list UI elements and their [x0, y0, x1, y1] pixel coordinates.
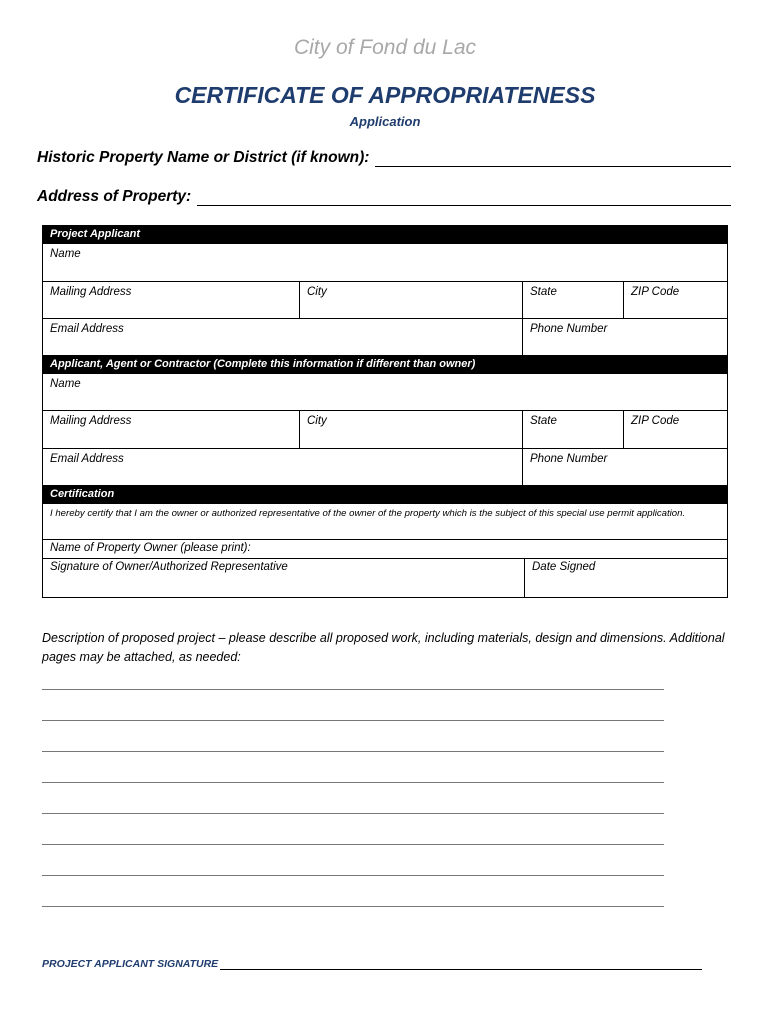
- agent-zip-field[interactable]: ZIP Code: [631, 415, 680, 427]
- agent-name-field[interactable]: Name: [50, 378, 81, 390]
- description-line-2[interactable]: [42, 720, 664, 721]
- description-line-5[interactable]: [42, 813, 664, 814]
- agent-email-field[interactable]: Email Address: [43, 449, 523, 485]
- certification-heading: Certification: [43, 486, 727, 504]
- certification-statement: I hereby certify that I am the owner or authorized representative of the owner of the property which is the subject of this special use permit application.: [43, 504, 727, 540]
- property-name-label: Historic Property Name or District (if known):: [37, 149, 370, 166]
- applicant-name-row: [43, 244, 727, 282]
- applicant-address-row: [43, 282, 727, 319]
- city-name: City of Fond du Lac: [293, 36, 477, 59]
- property-address-label: Address of Property:: [37, 188, 192, 205]
- date-signed-field[interactable]: Date Signed: [532, 561, 596, 573]
- owner-name-row: [43, 540, 727, 559]
- signature-row: [43, 559, 727, 597]
- agent-phone-field[interactable]: Phone Number: [530, 453, 608, 465]
- agent-state-field[interactable]: State: [523, 411, 624, 448]
- page-subtitle: Application: [349, 114, 421, 129]
- applicant-mailing-address-field[interactable]: Mailing Address: [43, 282, 300, 318]
- applicant-email-field[interactable]: Email Address: [43, 319, 523, 355]
- agent-mailing-address-field[interactable]: Mailing Address: [43, 411, 300, 448]
- agent-address-row: [43, 411, 727, 449]
- property-name-field[interactable]: [37, 149, 731, 167]
- owner-signature-field[interactable]: Signature of Owner/Authorized Representative: [43, 559, 525, 597]
- agent-contact-row: [43, 449, 727, 486]
- agent-heading: Applicant, Agent or Contractor (Complete this information if different than owner): [43, 356, 727, 374]
- agent-city-field[interactable]: City: [300, 411, 523, 448]
- project-applicant-signature-field[interactable]: [42, 958, 702, 970]
- description-line-7[interactable]: [42, 875, 664, 876]
- page-title: CERTIFICATE OF APPROPRIATENESS: [174, 82, 596, 108]
- project-applicant-signature-line[interactable]: [220, 959, 702, 970]
- property-address-field[interactable]: [37, 188, 731, 206]
- property-name-input-line[interactable]: [375, 152, 731, 167]
- agent-name-row: [43, 374, 727, 411]
- applicant-name-field[interactable]: Name: [50, 248, 81, 260]
- applicant-phone-field[interactable]: Phone Number: [530, 323, 608, 335]
- description-line-6[interactable]: [42, 844, 664, 845]
- description-line-1[interactable]: [42, 689, 664, 690]
- description-line-4[interactable]: [42, 782, 664, 783]
- project-applicant-signature-label: PROJECT APPLICANT SIGNATURE: [42, 958, 219, 970]
- applicant-zip-field[interactable]: ZIP Code: [631, 286, 680, 298]
- property-address-input-line[interactable]: [197, 191, 731, 206]
- application-form-table: [42, 225, 728, 598]
- project-description-instructions: Description of proposed project – please describe all proposed work, including materials, design and dimensions. Additional pages may be attached, as needed:: [42, 631, 725, 664]
- applicant-city-field[interactable]: City: [300, 282, 523, 318]
- project-applicant-heading: Project Applicant: [43, 226, 727, 244]
- owner-name-field[interactable]: Name of Property Owner (please print):: [50, 542, 251, 554]
- applicant-contact-row: [43, 319, 727, 356]
- applicant-state-field[interactable]: State: [523, 282, 624, 318]
- description-line-8[interactable]: [42, 906, 664, 907]
- description-line-3[interactable]: [42, 751, 664, 752]
